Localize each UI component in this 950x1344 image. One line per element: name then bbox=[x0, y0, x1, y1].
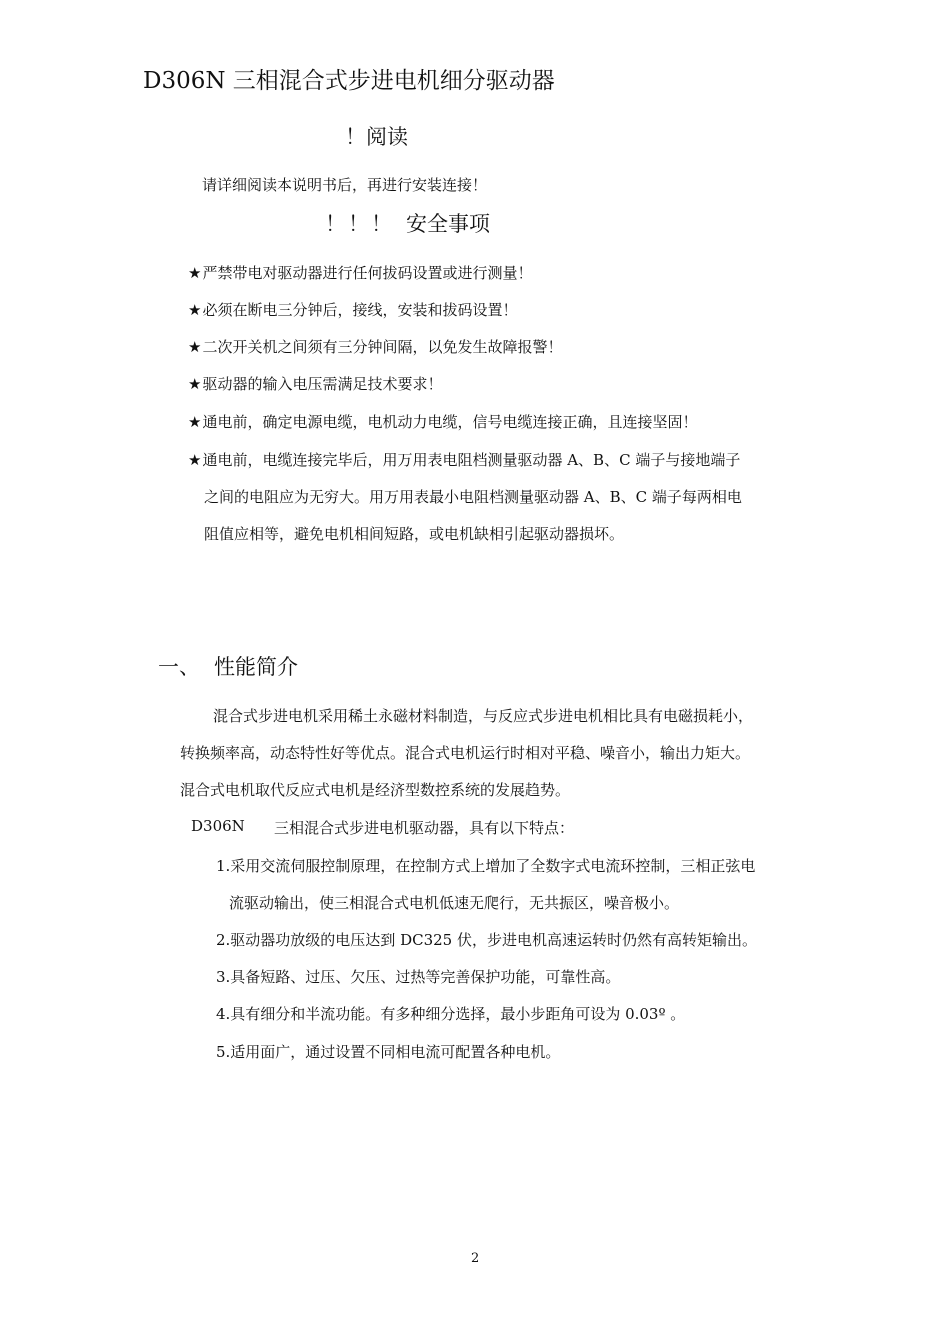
safety-item bbox=[188, 373, 442, 394]
feature-line: 2.驱动器功放级的电压达到 DC325 伏，步进电机高速运转时仍然有高转矩输出。 bbox=[216, 931, 757, 949]
safety-item bbox=[188, 449, 740, 470]
safety-item-text: 必须在断电三分钟后，接线，安装和拔码设置！ bbox=[202, 301, 518, 319]
page-number: 2 bbox=[471, 1251, 480, 1266]
safety-heading bbox=[325, 208, 490, 238]
safety-item-text: 二次开关机之间须有三分钟间隔，以免发生故障报警！ bbox=[202, 338, 563, 356]
star-icon: ★ bbox=[188, 301, 202, 319]
safety-item bbox=[188, 336, 562, 357]
safety-item bbox=[188, 262, 532, 283]
feature-line: 1.采用交流伺服控制原理，在控制方式上增加了全数字式电流环控制，三相正弦电 bbox=[216, 857, 756, 875]
safety-heading-text: 安全事项 bbox=[406, 212, 490, 236]
read-heading: ！阅读 bbox=[345, 125, 408, 149]
feature-line: 3.具备短路、过压、欠压、过热等完善保护功能，可靠性高。 bbox=[216, 968, 621, 986]
star-icon: ★ bbox=[188, 338, 202, 356]
safety-item-text: 通电前，电缆连接完毕后，用万用表电阻档测量驱动器 A、B、C 端子与接地端子 bbox=[202, 451, 741, 469]
read-instruction: 请详细阅读本说明书后，再进行安装连接！ bbox=[202, 176, 488, 194]
feature-line: 流驱动输出，使三相混合式电机低速无爬行，无共振区，噪音极小。 bbox=[229, 894, 680, 912]
safety-item-text: 驱动器的输入电压需满足技术要求！ bbox=[202, 375, 443, 393]
safety-item bbox=[188, 411, 697, 432]
section-number: 一、 bbox=[158, 655, 200, 679]
safety-item-text: 通电前，确定电源电缆，电机动力电缆，信号电缆连接正确，且连接坚固！ bbox=[202, 413, 698, 431]
star-icon: ★ bbox=[188, 413, 202, 431]
feature-line: 5.适用面广，通过设置不同相电流可配置各种电机。 bbox=[216, 1043, 561, 1061]
model-name: D306N bbox=[191, 817, 245, 835]
safety-item-continuation: 阻值应相等，避免电机相间短路，或电机缺相引起驱动器损坏。 bbox=[204, 525, 625, 543]
star-icon: ★ bbox=[188, 375, 202, 393]
model-description: 三相混合式步进电机驱动器，具有以下特点： bbox=[274, 819, 575, 837]
feature-line: 4.具有细分和半流功能。有多种细分选择，最小步距角可设为 0.03º 。 bbox=[216, 1005, 686, 1023]
intro-line: 转换频率高，动态特性好等优点。混合式电机运行时相对平稳、噪音小，输出力矩大。 bbox=[180, 744, 751, 762]
intro-line: 混合式步进电机采用稀土永磁材料制造，与反应式步进电机相比具有电磁损耗小， bbox=[213, 707, 754, 725]
document-title: D306N 三相混合式步进电机细分驱动器 bbox=[143, 68, 555, 94]
safety-item-text: 严禁带电对驱动器进行任何拔码设置或进行测量！ bbox=[202, 264, 533, 282]
safety-item bbox=[188, 299, 517, 320]
star-icon: ★ bbox=[188, 264, 202, 282]
warning-marks: ！！！ bbox=[325, 212, 394, 236]
section-heading bbox=[158, 651, 298, 681]
intro-line: 混合式电机取代反应式电机是经济型数控系统的发展趋势。 bbox=[180, 781, 571, 799]
safety-item-continuation: 之间的电阻应为无穷大。用万用表最小电阻档测量驱动器 A、B、C 端子每两相电 bbox=[204, 488, 742, 506]
star-icon: ★ bbox=[188, 451, 202, 469]
section-title: 性能简介 bbox=[214, 655, 298, 679]
